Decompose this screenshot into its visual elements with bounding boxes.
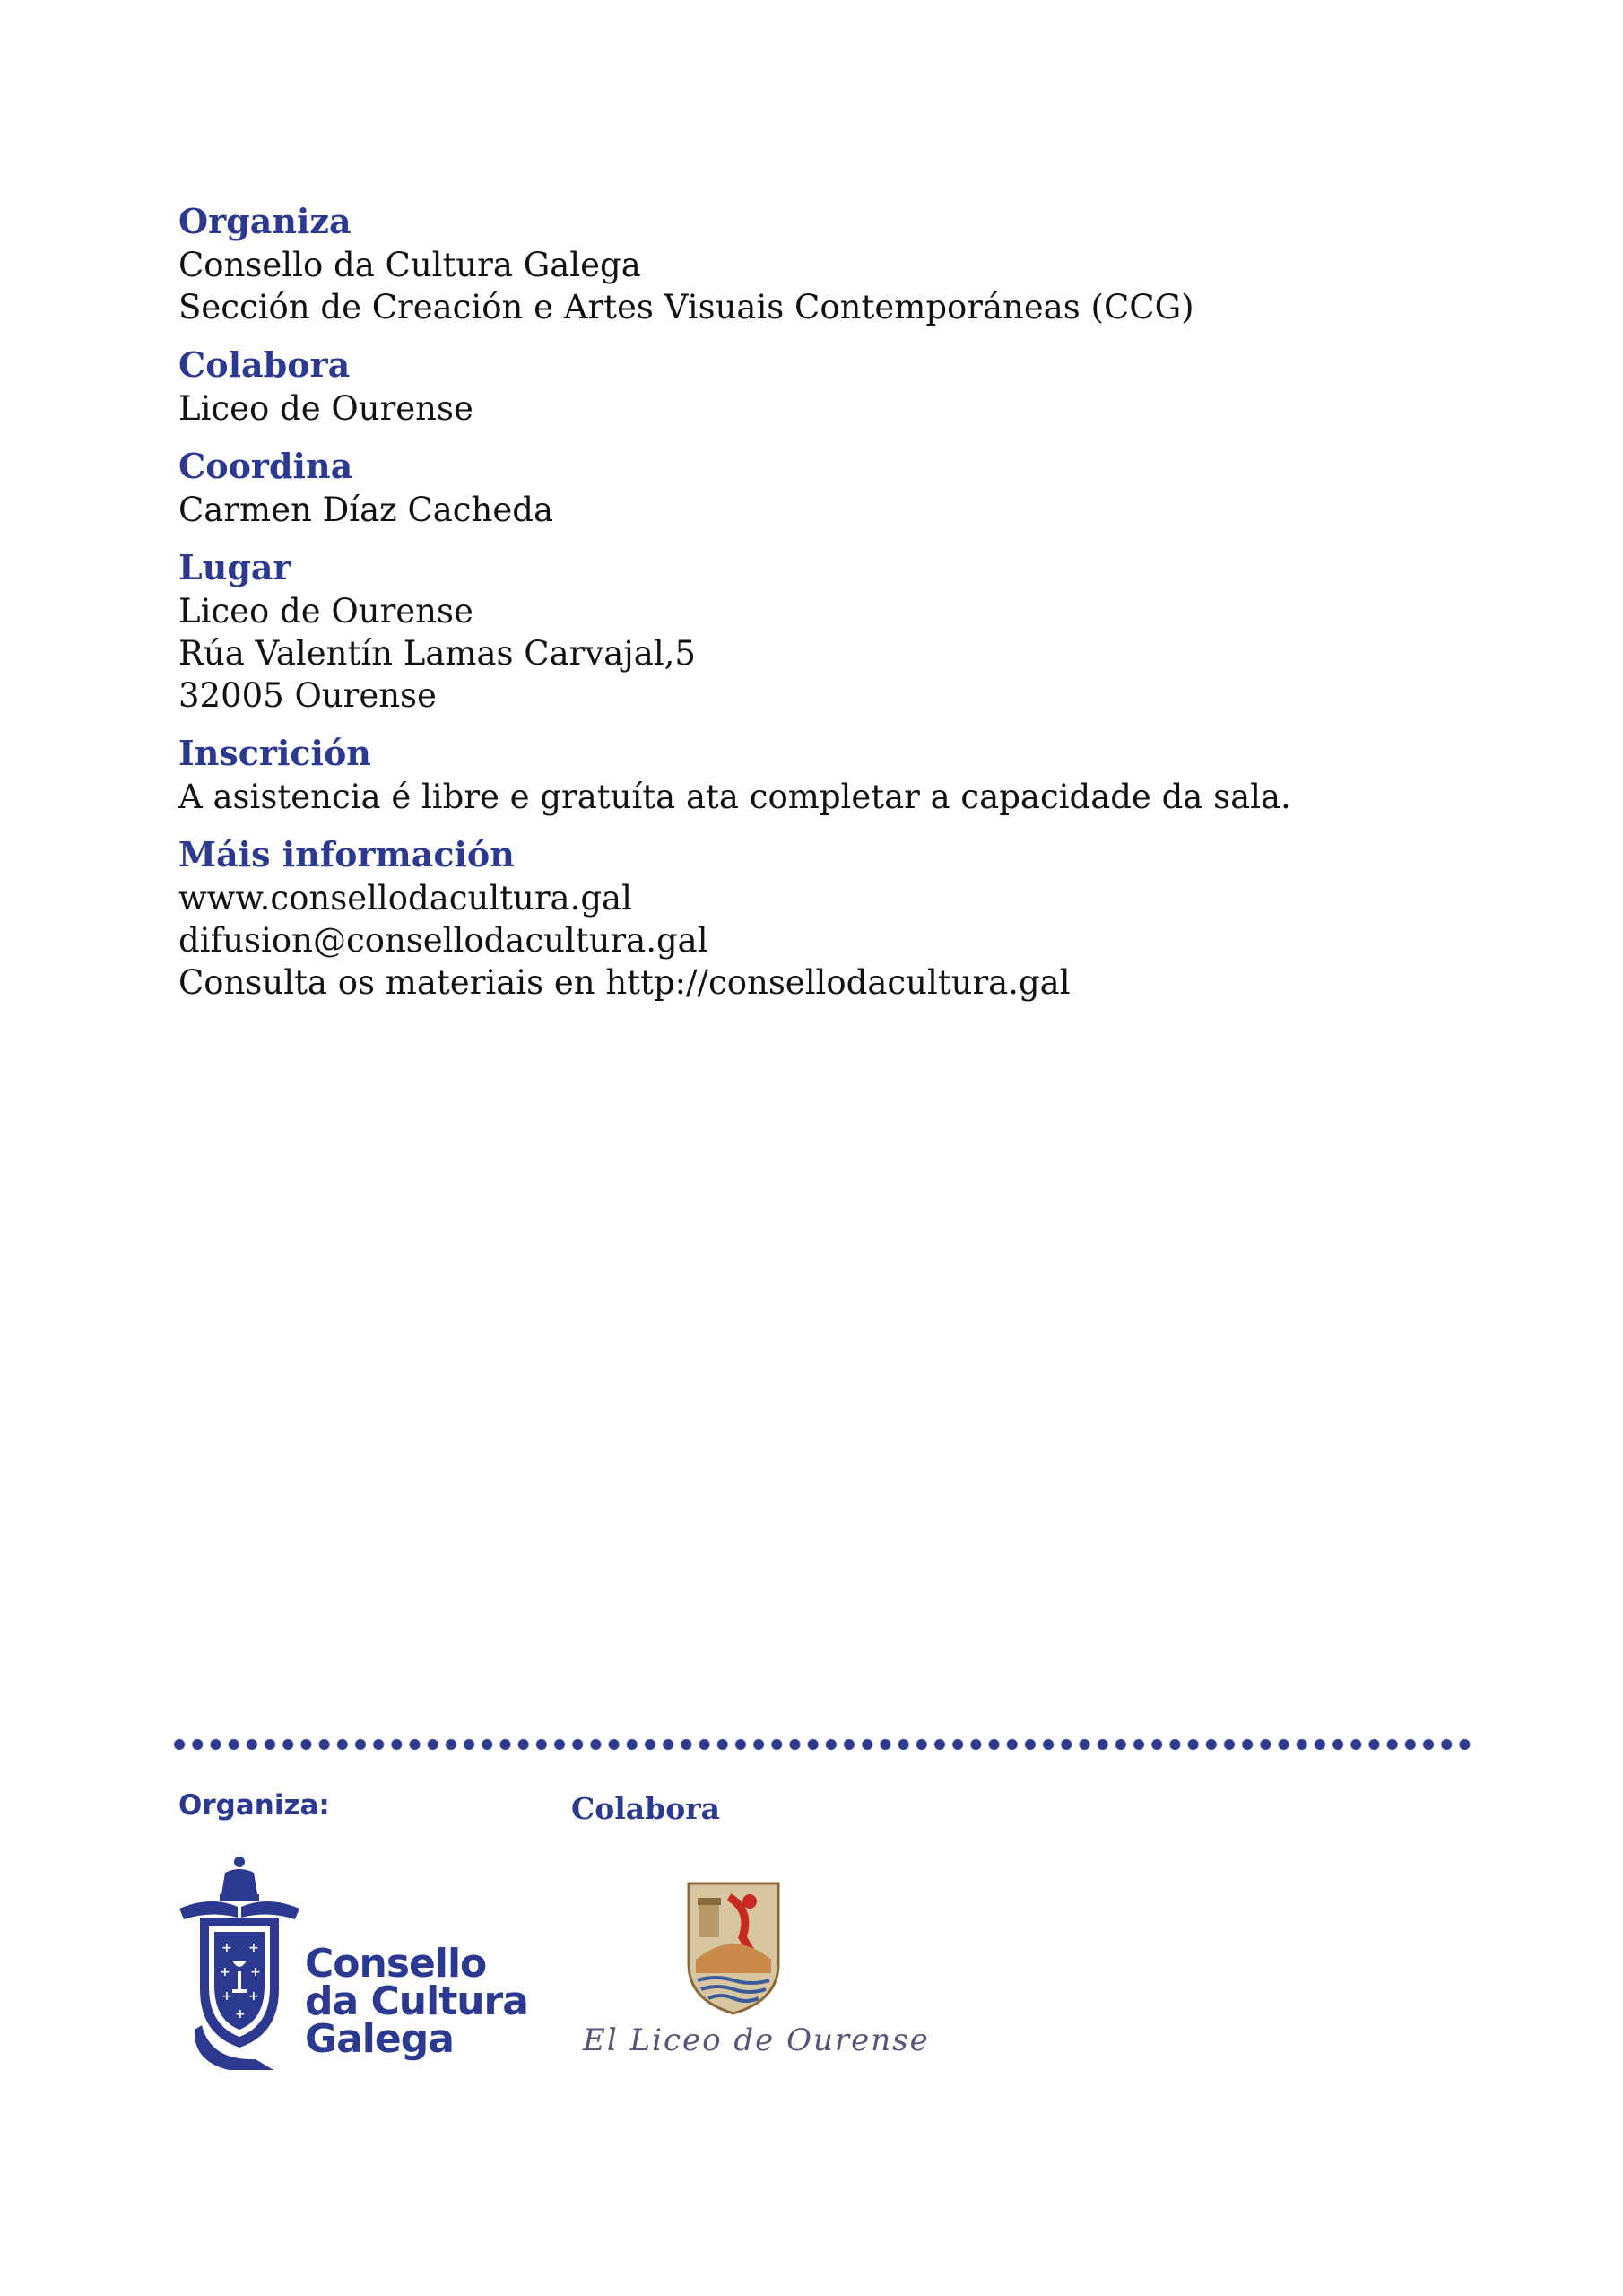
email-link[interactable]: difusion@consellodacultura.gal — [178, 921, 708, 960]
footer-colabora-label: Colabora — [571, 1791, 721, 1826]
section-heading: Organiza — [178, 201, 352, 241]
section-line: A asistencia é libre e gratuíta ata completar a capacidade da sala. — [178, 778, 1291, 816]
dotted-divider — [170, 1737, 1471, 1752]
section-line: Rúa Valentín Lamas Carvajal,5 — [178, 634, 696, 673]
section-coordina — [178, 444, 1434, 531]
section-heading: Lugar — [178, 547, 291, 587]
svg-text:+: + — [235, 2007, 246, 2022]
liceo-coat-of-arms-icon — [680, 1874, 787, 2018]
section-lugar — [178, 545, 1434, 717]
ccg-logo — [175, 1855, 528, 2070]
svg-text:+: + — [248, 1941, 259, 1955]
section-organiza — [178, 199, 1434, 328]
svg-text:+: + — [250, 1965, 261, 1979]
section-heading: Colabora — [178, 344, 351, 385]
ccg-logo-line: da Cultura — [305, 1979, 528, 2024]
section-line: Sección de Creación e Artes Visuais Contemporáneas (CCG) — [178, 288, 1194, 326]
materials-link[interactable]: Consulta os materiais en http://consellodacultura.gal — [178, 963, 1071, 1002]
section-line: Carmen Díaz Cacheda — [178, 491, 554, 529]
section-line: Liceo de Ourense — [178, 389, 473, 428]
section-colabora — [178, 343, 1434, 430]
footer-organiza-label: Organiza: — [178, 1789, 330, 1822]
svg-text:+: + — [220, 1965, 230, 1979]
ccg-logo-line: Galega — [305, 2016, 454, 2062]
svg-text:+: + — [221, 1989, 232, 2004]
svg-text:+: + — [221, 1941, 232, 1955]
crowned-shield-logo-icon — [175, 1855, 309, 2070]
ccg-logo-line: Consello — [305, 1941, 487, 1987]
section-line: 32005 Ourense — [178, 676, 437, 715]
section-heading: Máis información — [178, 834, 515, 874]
section-heading: Inscrición — [178, 733, 371, 773]
svg-text:+: + — [248, 1989, 259, 2004]
info-content — [178, 199, 1434, 1018]
section-line: Liceo de Ourense — [178, 592, 473, 631]
section-heading: Coordina — [178, 446, 353, 486]
liceo-logo — [583, 1874, 930, 2067]
website-link[interactable]: www.consellodacultura.gal — [178, 879, 632, 918]
section-line: Consello da Cultura Galega — [178, 246, 641, 284]
section-mais-informacion — [178, 832, 1434, 1004]
section-inscricion — [178, 731, 1434, 818]
liceo-logo-text: El Liceo de Ourense — [583, 2022, 930, 2058]
